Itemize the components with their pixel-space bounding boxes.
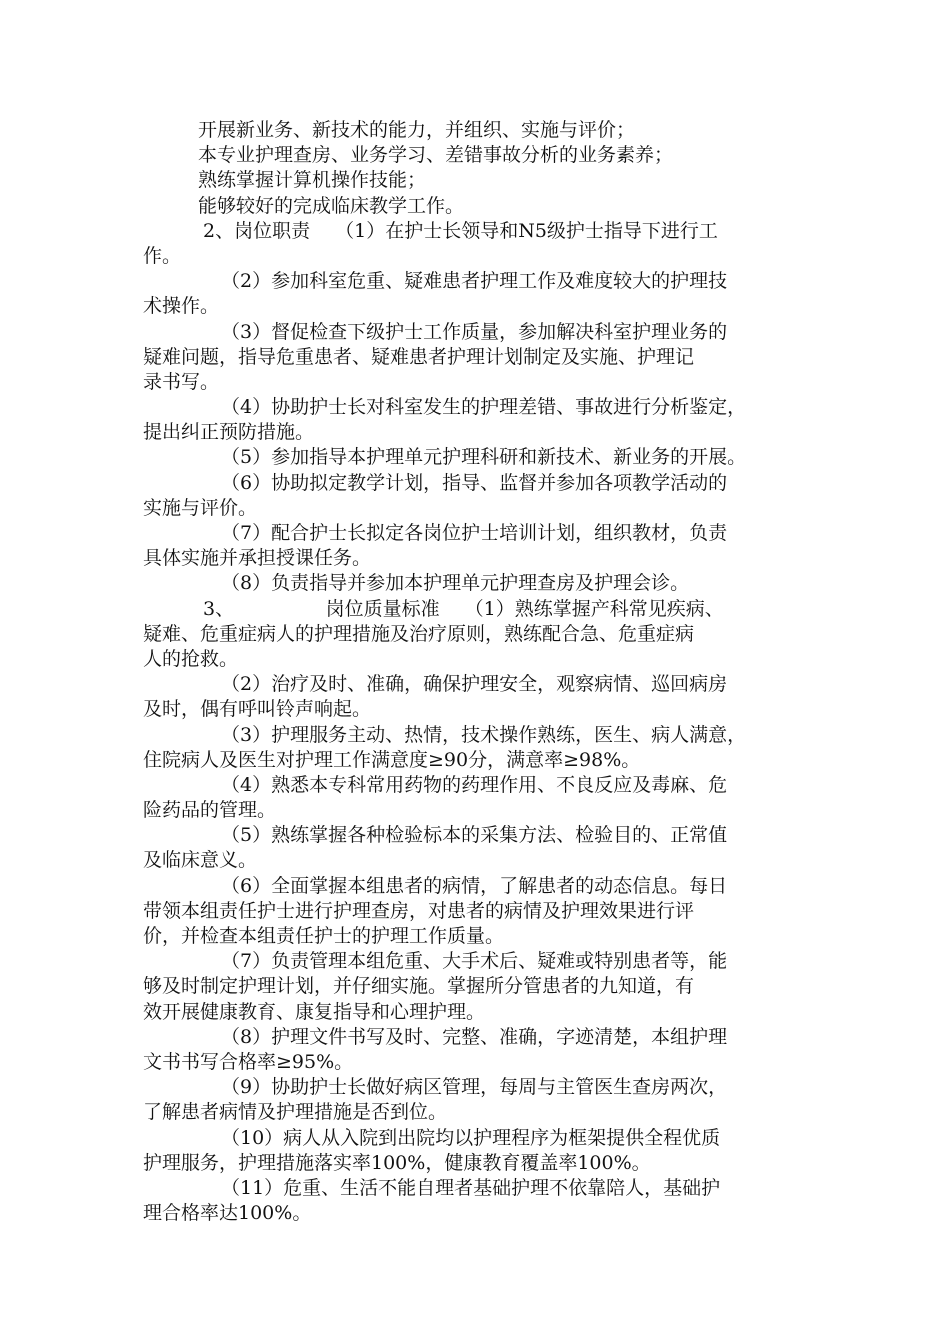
text-line: （4）熟悉本专科常用药物的药理作用、不良反应及毒麻、危: [221, 773, 728, 796]
text-line: 价，并检查本组责任护士的护理工作质量。: [143, 925, 505, 947]
text-line: 险药品的管理。: [143, 799, 277, 822]
text-line: （11）危重、生活不能自理者基础护理不依靠陪人，基础护: [221, 1176, 721, 1199]
text-line: 够及时制定护理计划，并仔细实施。掌握所分管患者的九知道，有: [143, 975, 695, 998]
text-line: 疑难、危重症病人的护理措施及治疗原则，熟练配合急、危重症病: [143, 622, 695, 645]
text-line: 疑难问题，指导危重患者、疑难患者护理计划制定及实施、护理记: [143, 345, 695, 368]
text-line: 带领本组责任护士进行护理查房，对患者的病情及护理效果进行评: [143, 899, 695, 922]
text-line: （7）负责管理本组危重、大手术后、疑难或特别患者等，能: [221, 950, 728, 973]
text-line: （3）护理服务主动、热情，技术操作熟练，医生、病人满意，: [221, 723, 747, 746]
text-line: （5）参加指导本护理单元护理科研和新技术、新业务的开展。: [221, 446, 747, 469]
text-line: 熟练掌握计算机操作技能；: [198, 169, 427, 192]
text-line: 提出纠正预防措施。: [143, 421, 315, 444]
text-line: （6）协助拟定教学计划，指导、监督并参加各项教学活动的: [221, 471, 728, 494]
text-line: （8）护理文件书写及时、完整、准确，字迹清楚，本组护理: [221, 1025, 728, 1048]
text-line: 能够较好的完成临床教学工作。: [198, 194, 465, 217]
text-line: 人的抢救。: [143, 647, 239, 670]
text-line: 效开展健康教育、康复指导和心理护理。: [143, 1000, 486, 1023]
text-line: 及临床意义。: [143, 849, 258, 872]
text-line: 作。: [143, 244, 182, 267]
text-line: 2、岗位职责 （1）在护士长领导和N5级护士指导下进行工: [203, 219, 718, 242]
text-line: 术操作。: [143, 295, 220, 318]
text-line: 实施与评价。: [143, 496, 258, 519]
text-line: 了解患者病情及护理措施是否到位。: [143, 1101, 448, 1124]
text-line: （8）负责指导并参加本护理单元护理查房及护理会诊。: [221, 572, 690, 595]
text-line: （3）督促检查下级护士工作质量，参加解决科室护理业务的: [221, 320, 728, 343]
text-line: （6）全面掌握本组患者的病情，了解患者的动态信息。每日: [221, 874, 728, 897]
text-line: （5）熟练掌握各种检验标本的采集方法、检验目的、正常值: [221, 824, 728, 847]
text-line: 及时，偶有呼叫铃声响起。: [143, 698, 372, 721]
text-line: 具体实施并承担授课任务。: [143, 547, 372, 570]
text-line: 文书书写合格率≥95%。: [143, 1050, 354, 1073]
text-line: 住院病人及医生对护理工作满意度≥90分，满意率≥98%。: [143, 748, 641, 771]
text-line: 理合格率达100%。: [143, 1202, 312, 1225]
text-line: （2）参加科室危重、疑难患者护理工作及难度较大的护理技: [221, 270, 728, 293]
text-line: （4）协助护士长对科室发生的护理差错、事故进行分析鉴定，: [221, 396, 747, 419]
text-line: 本专业护理查房、业务学习、差错事故分析的业务素养；: [198, 144, 674, 167]
text-line: （10）病人从入院到出院均以护理程序为框架提供全程优质: [221, 1126, 721, 1149]
text-line: 开展新业务、新技术的能力，并组织、实施与评价；: [198, 119, 636, 141]
text-line: 护理服务，护理措施落实率100%，健康教育覆盖率100%。: [143, 1151, 651, 1174]
text-line: 3、 岗位质量标准 （1）熟练掌握产科常见疾病、: [203, 597, 724, 620]
text-line: （9）协助护士长做好病区管理，每周与主管医生查房两次，: [221, 1076, 728, 1099]
text-line: 录书写。: [143, 370, 220, 393]
text-line: （7）配合护士长拟定各岗位护士培训计划，组织教材，负责: [221, 522, 728, 544]
text-line: （2）治疗及时、准确，确保护理安全，观察病情、巡回病房: [221, 673, 728, 696]
document-body: [143, 118, 813, 1226]
